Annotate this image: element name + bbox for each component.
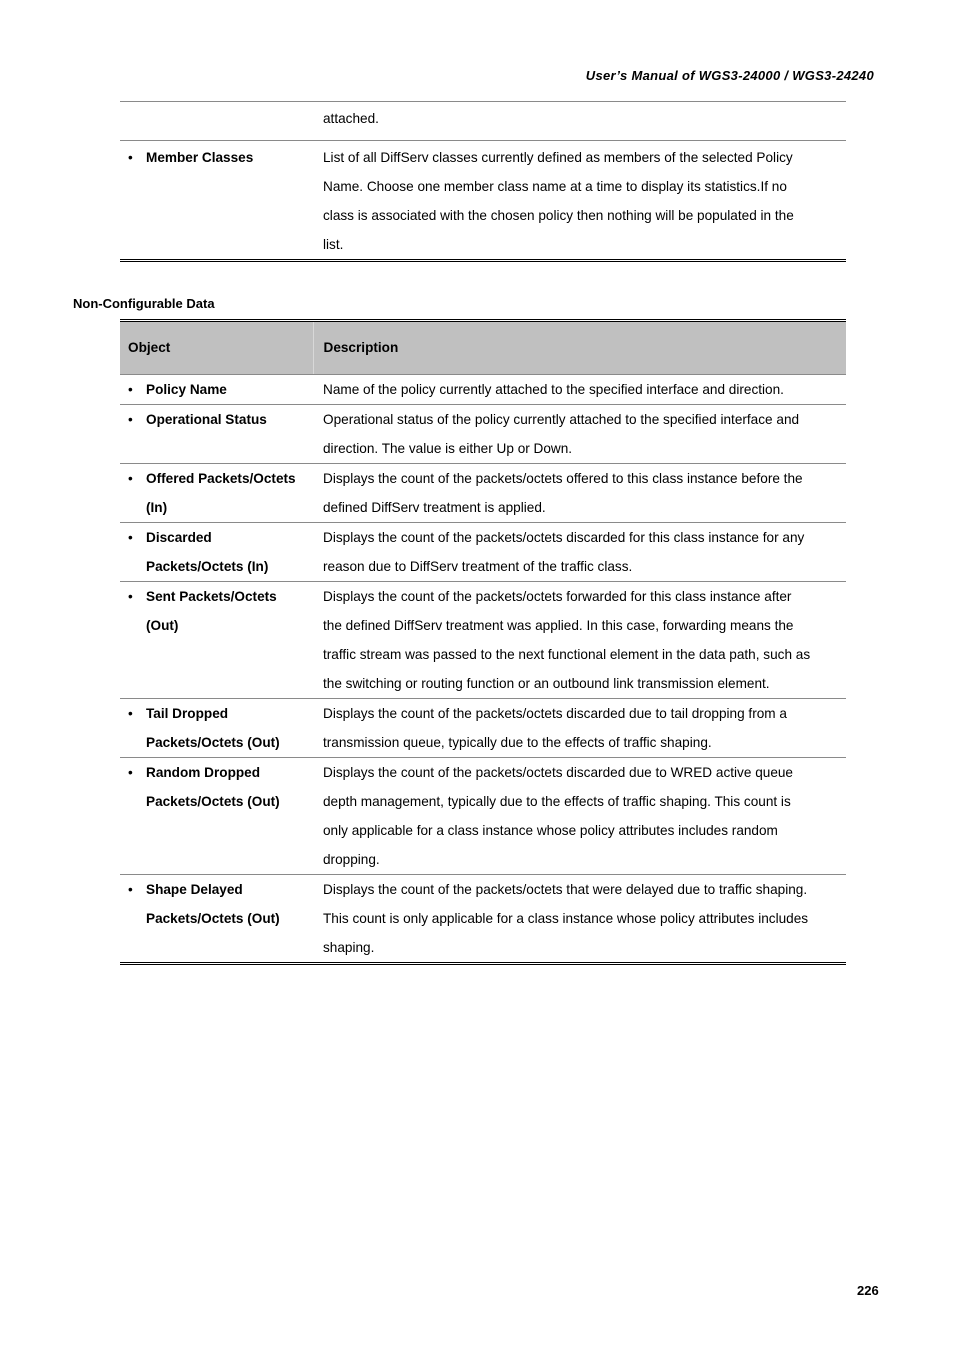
object-label-line: (Out) bbox=[146, 618, 179, 633]
column-header-description: Description bbox=[313, 321, 846, 375]
object-label bbox=[146, 375, 311, 404]
description-line: dropping. bbox=[323, 852, 380, 867]
description-line: the switching or routing function or an outbound link transmission element. bbox=[323, 676, 770, 691]
table-row bbox=[120, 375, 846, 405]
bullet-icon: • bbox=[128, 382, 133, 397]
object-label-line: Offered Packets/Octets bbox=[146, 471, 296, 486]
description-line: Displays the count of the packets/octets discarded for this class instance for any bbox=[323, 530, 805, 545]
object-cell bbox=[120, 699, 313, 758]
object-cell bbox=[120, 375, 313, 405]
description-cell bbox=[313, 141, 846, 261]
object-cell bbox=[120, 464, 313, 523]
object-label: Member Classes bbox=[146, 150, 254, 165]
section-heading: Non-Configurable Data bbox=[73, 296, 215, 311]
description-line: class is associated with the chosen policy then nothing will be populated in the bbox=[323, 208, 794, 223]
bullet-icon: • bbox=[128, 765, 133, 780]
object-label-line: Discarded bbox=[146, 530, 212, 545]
description-line: traffic stream was passed to the next functional element in the data path, such as bbox=[323, 647, 811, 662]
description-line: depth management, typically due to the effects of traffic shaping. This count is bbox=[323, 794, 791, 809]
description-line: list. bbox=[323, 237, 344, 252]
object-cell bbox=[120, 582, 313, 699]
description-line: Name. Choose one member class name at a time to display its statistics.If no bbox=[323, 179, 787, 194]
object-label-line: Packets/Octets (Out) bbox=[146, 911, 280, 926]
table-row bbox=[120, 102, 846, 141]
table-row bbox=[120, 141, 846, 261]
table-header-row bbox=[120, 321, 846, 375]
description-line: Displays the count of the packets/octets discarded due to tail dropping from a bbox=[323, 706, 787, 721]
table-row bbox=[120, 758, 846, 875]
description-cell bbox=[313, 758, 846, 875]
object-cell bbox=[120, 523, 313, 582]
table-row bbox=[120, 464, 846, 523]
object-label bbox=[146, 523, 311, 581]
object-label bbox=[146, 464, 311, 522]
running-header: User’s Manual of WGS3-24000 / WGS3-24240 bbox=[585, 68, 874, 83]
bullet-icon: • bbox=[128, 589, 133, 604]
object-label-line: Shape Delayed bbox=[146, 882, 243, 897]
description-cell bbox=[313, 464, 846, 523]
description-line: the defined DiffServ treatment was applied. In this case, forwarding means the bbox=[323, 618, 794, 633]
bullet-icon: • bbox=[128, 412, 133, 427]
object-cell bbox=[120, 875, 313, 964]
description-line: Displays the count of the packets/octets that were delayed due to traffic shaping. bbox=[323, 882, 808, 897]
bullet-icon: • bbox=[128, 530, 133, 545]
object-cell bbox=[120, 102, 313, 141]
page-number: 226 bbox=[857, 1283, 879, 1298]
object-cell bbox=[120, 141, 313, 261]
continued-table bbox=[120, 101, 846, 262]
description-line: Displays the count of the packets/octets discarded due to WRED active queue bbox=[323, 765, 793, 780]
bullet-icon: • bbox=[128, 471, 133, 486]
object-cell bbox=[120, 758, 313, 875]
description-cell bbox=[313, 699, 846, 758]
description-line: attached. bbox=[323, 111, 379, 126]
object-label bbox=[146, 758, 311, 816]
object-label bbox=[146, 699, 311, 757]
description-line: direction. The value is either Up or Down. bbox=[323, 441, 573, 456]
description-cell bbox=[313, 405, 846, 464]
description-line: Displays the count of the packets/octets forwarded for this class instance after bbox=[323, 589, 792, 604]
object-label bbox=[146, 405, 311, 434]
description-line: Displays the count of the packets/octets offered to this class instance before the bbox=[323, 471, 803, 486]
description-line: List of all DiffServ classes currently defined as members of the selected Policy bbox=[323, 150, 793, 165]
object-label-line: Packets/Octets (Out) bbox=[146, 794, 280, 809]
object-cell bbox=[120, 405, 313, 464]
bullet-icon: • bbox=[128, 706, 133, 721]
table-row bbox=[120, 523, 846, 582]
object-label-line: Packets/Octets (In) bbox=[146, 559, 269, 574]
object-label-line: Sent Packets/Octets bbox=[146, 589, 277, 604]
description-line: Operational status of the policy currently attached to the specified interface and bbox=[323, 412, 800, 427]
table-row bbox=[120, 582, 846, 699]
object-label-line: Packets/Octets (Out) bbox=[146, 735, 280, 750]
description-line: defined DiffServ treatment is applied. bbox=[323, 500, 546, 515]
column-header-object: Object bbox=[120, 321, 313, 375]
description-cell bbox=[313, 523, 846, 582]
description-line: Name of the policy currently attached to the specified interface and direction. bbox=[323, 382, 784, 397]
object-label-line: Tail Dropped bbox=[146, 706, 229, 721]
object-label-line: Policy Name bbox=[146, 382, 227, 397]
object-label-line: Random Dropped bbox=[146, 765, 261, 780]
table-body bbox=[120, 375, 846, 964]
description-line: reason due to DiffServ treatment of the traffic class. bbox=[323, 559, 633, 574]
description-line: only applicable for a class instance whose policy attributes includes random bbox=[323, 823, 778, 838]
description-line: shaping. bbox=[323, 940, 375, 955]
object-label bbox=[146, 875, 311, 933]
table-row bbox=[120, 699, 846, 758]
object-label bbox=[146, 582, 311, 640]
non-configurable-data-table bbox=[120, 319, 846, 965]
description-cell bbox=[313, 875, 846, 964]
object-label-line: Operational Status bbox=[146, 412, 267, 427]
description-cell bbox=[313, 375, 846, 405]
table-row bbox=[120, 875, 846, 964]
description-cell bbox=[313, 102, 846, 141]
description-line: This count is only applicable for a class instance whose policy attributes includes bbox=[323, 911, 809, 926]
bullet-icon: • bbox=[128, 150, 133, 165]
object-label-line: (In) bbox=[146, 500, 168, 515]
description-cell bbox=[313, 582, 846, 699]
description-line: transmission queue, typically due to the effects of traffic shaping. bbox=[323, 735, 712, 750]
bullet-icon: • bbox=[128, 882, 133, 897]
table-row bbox=[120, 405, 846, 464]
